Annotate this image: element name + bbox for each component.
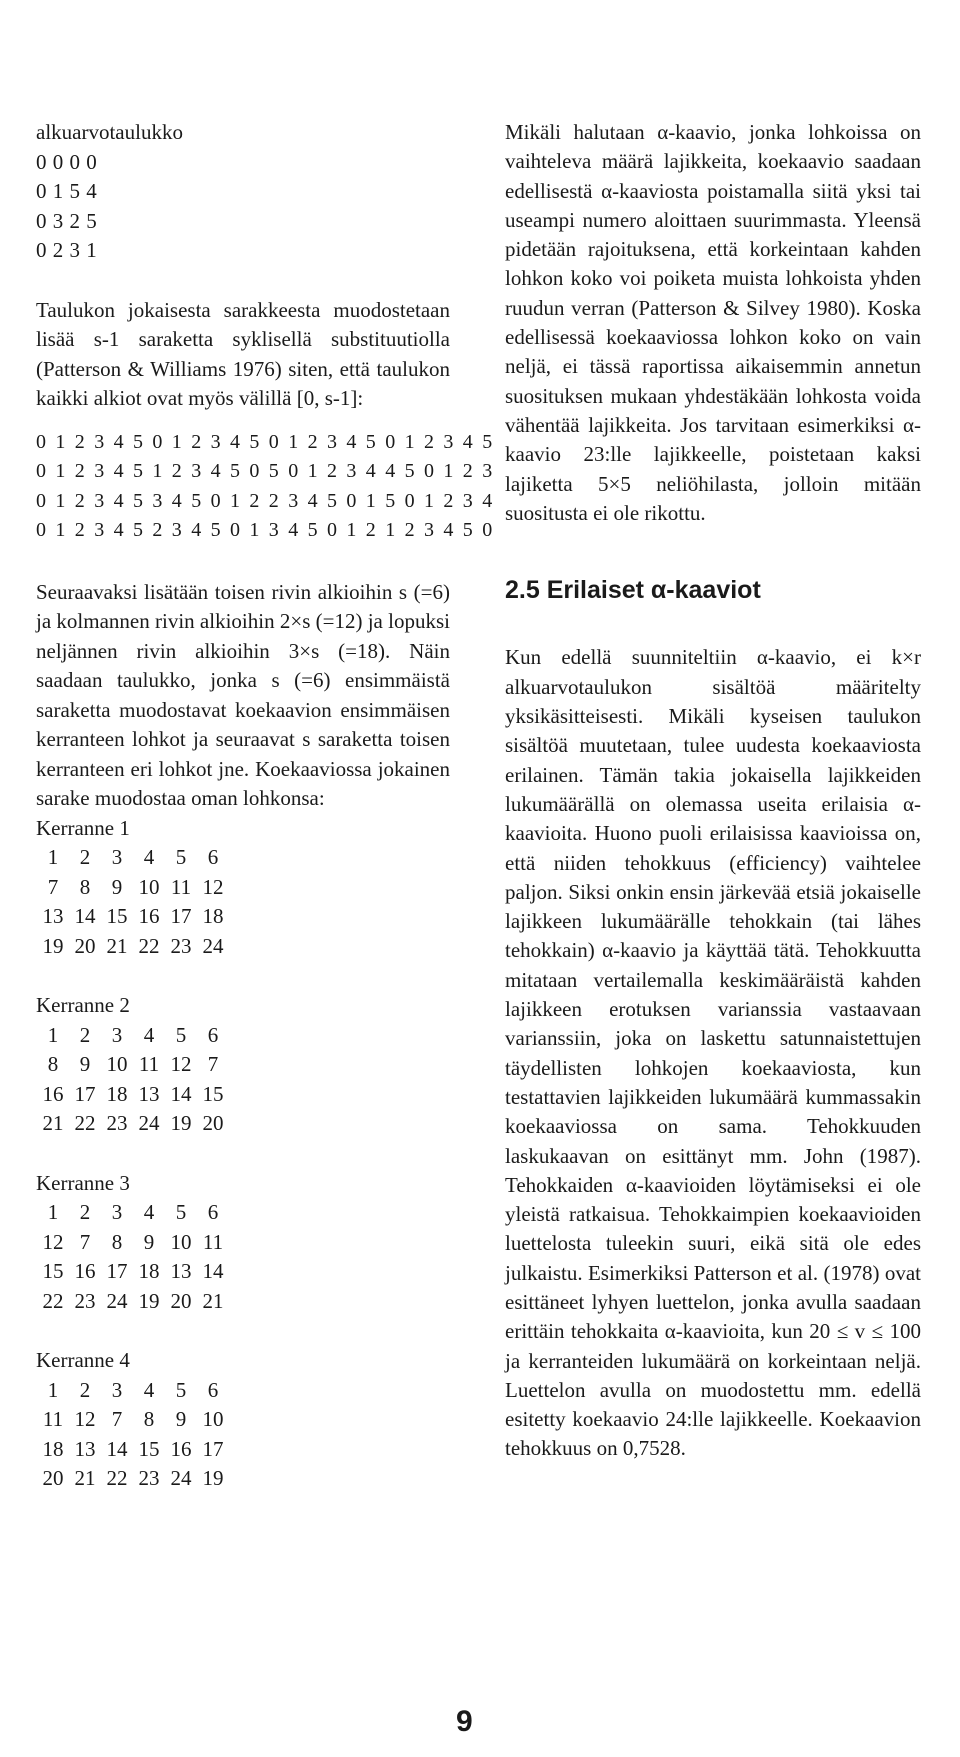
replicate-cell: 13: [138, 1081, 160, 1106]
replicate-cell: 4: [143, 1377, 155, 1402]
replicate-block: [36, 1346, 450, 1494]
cyclic-table-row: 0 1 2 3 4 5 0 1 2 3 4 5 0 1 2 3 4 5 0 1 2 3 4 5: [36, 430, 495, 453]
replicate-label: Kerranne 4: [36, 1348, 130, 1372]
replicate-cell: 13: [74, 1436, 96, 1461]
replicate-cell: 22: [106, 1466, 128, 1490]
replicate-cell: 4: [143, 845, 155, 869]
replicate-cell: 21: [42, 1111, 64, 1135]
replicate-row: [37, 1405, 229, 1435]
initial-table-row: 0 2 3 1: [36, 238, 98, 262]
replicate-cell: 20: [202, 1111, 224, 1135]
replicate-cell: 19: [138, 1288, 160, 1313]
replicate-row: [37, 1050, 229, 1080]
cyclic-table-row: 0 1 2 3 4 5 3 4 5 0 1 2 2 3 4 5 0 1 5 0 1 2 3 4: [36, 489, 495, 512]
replicate-row: [37, 902, 229, 932]
replicate-cell: 9: [143, 1229, 155, 1254]
replicate-row: [37, 1080, 229, 1110]
replicate-cell: 13: [170, 1259, 192, 1283]
replicate-cell: 15: [42, 1259, 64, 1283]
replicate-row: [37, 873, 229, 903]
replicate-row: [37, 1435, 229, 1465]
replicate-cell: 2: [79, 1377, 91, 1402]
replicate-cell: 14: [202, 1259, 224, 1283]
replicate-row: [37, 1257, 229, 1287]
replicate-cell: 19: [170, 1111, 192, 1135]
replicate-label: Kerranne 2: [36, 993, 130, 1017]
replicate-cell: 3: [111, 1200, 123, 1224]
replicate-table: [37, 843, 229, 961]
replicate-cell: 23: [74, 1288, 96, 1313]
replicate-cell: 9: [175, 1407, 187, 1431]
replicate-cell: 24: [138, 1111, 160, 1135]
replicate-row: [37, 1287, 229, 1317]
replicate-cell: 12: [74, 1407, 96, 1431]
replicate-cell: 1: [47, 845, 59, 869]
replicate-cell: 14: [170, 1081, 192, 1106]
replicate-cell: 8: [111, 1229, 123, 1254]
paragraph-construction: Seuraavaksi lisätään toisen rivin alkioihin s (=6) ja kolmannen rivin alkioihin 2×s (=12) ja lopuksi neljännen rivin alkioihin 3×s (=18). Näin saadaan taulukko, jonka s (=6) ensimmäistä saraketta muodostavat koekaavion ensimmäisen kerranteen lohkot ja seuraavat s saraketta toisen kerranteen eri lohkot jne. Koekaaviossa jokainen sarake muodostaa oman lohkonsa:: [36, 579, 450, 810]
replicate-cell: 11: [202, 1229, 224, 1254]
replicate-cell: 1: [47, 1022, 59, 1047]
replicate-cell: 10: [202, 1407, 224, 1431]
replicate-cell: 17: [202, 1436, 224, 1461]
replicate-cell: 11: [42, 1407, 64, 1431]
right-column: [505, 118, 921, 1464]
replicate-cell: 2: [79, 1022, 91, 1047]
replicate-cell: 1: [47, 1377, 59, 1402]
replicate-cell: 16: [170, 1436, 192, 1461]
replicate-cell: 19: [42, 933, 64, 958]
replicate-row: [37, 1228, 229, 1258]
replicate-cell: 6: [207, 1200, 219, 1224]
cyclic-table: [36, 428, 495, 546]
replicate-cell: 24: [106, 1288, 128, 1313]
replicate-cell: 3: [111, 1377, 123, 1402]
replicate-cell: 18: [106, 1081, 128, 1106]
replicate-row: [37, 843, 229, 873]
replicate-cell: 6: [207, 1022, 219, 1047]
replicate-cell: 23: [106, 1111, 128, 1135]
left-column: [36, 118, 495, 1494]
paragraph-variable-blocks: Mikäli halutaan α-kaavio, jonka lohkoissa on vaihteleva määrä lajikkeita, koekaavio saadaan edellisestä α-kaaviosta poistamalla siitä yksi tai useampi numero aloittaen suurimmasta. Yleensä pidetään rajoituksena, että korkeintaan kahden lohkon koko voi poiketa muista lohkoista yhden ruudun verran (Patterson & Silvey 1980). Koska edellisessä koekaaviossa lohkon koko on vain neljä, ei tässä raportissa aikaisemmin annetun suosituksen mukaan yhdestäkään lohkosta voida vähentää lajikkeita. Jos tarvitaan esimerkiksi α-kaavio 23:lle lajikkeelle, poistetaan kaksi lajiketta 5×5 neliöhilasta, jolloin mitään suositusta ei ole rikottu.: [505, 120, 921, 525]
replicate-label: Kerranne 3: [36, 1170, 130, 1195]
replicate-cell: 16: [42, 1081, 64, 1106]
replicate-cell: 3: [111, 1022, 123, 1047]
replicate-cell: 18: [42, 1436, 64, 1461]
replicate-block: [36, 991, 450, 1139]
initial-table-row: 0 3 2 5: [36, 208, 98, 233]
replicate-cell: 8: [143, 1407, 155, 1431]
paragraph-different-designs: Kun edellä suunniteltiin α-kaavio, ei k×r alkuarvotaulukon sisältöä määritelty yksikäsitteisesti. Mikäli kyseisen taulukon sisältöä muutetaan, tulee uudesta koekaaviosta erilainen. Tämän takia jokaisella lajikkeiden lukumäärällä on olemassa useita erilaisia α-kaavioita. Huono puoli erilaisissa kaavioissa on, että niiden tehokkuus (efficiency) vaihtelee paljon. Siksi onkin ensin järkevää etsiä jokaiselle lajikkeen lukumäärälle tehokkain (tai lähes tehokkain) α-kaavio ja käyttää tätä. Tehokkuutta mitataan vertailemalla keskimääräistä kahden lajikkeen erotuksen varianssia vastaavaan varianssiin, joka on laskettu satunnaistettujen täydellisten lohkojen koekaaviosta, kun testattavien lajikkeiden lukumäärä kummassakin koekaaviossa on sama. Tehokkuuden laskukaavan on esittänyt mm. John (1987). Tehokkaiden α-kaavioiden löytämiseksi ei ole yleistä ratkaisua. Tehokkaimpien koekaavioiden luettelosta tuleekin suuri, eikä sitä ole edes julkaistu. Esimerkiksi Patterson et al. (1978) ovat esittäneet lyhyen luettelon, jonka avulla saadaan erittäin tehokkaita α-kaavioita, kun 20 ≤ v ≤ 100 ja kerranteiden lukumäärä on korkeintaan neljä. Luettelon avulla on muodostettu mm. edellä esitetty koekaavio 24:lle lajikkeelle. Koekaavion tehokkuus on 0,7528.: [505, 645, 921, 1461]
initial-table: [36, 148, 450, 266]
replicate-cell: 15: [106, 904, 128, 928]
replicate-cell: 13: [42, 904, 64, 928]
replicate-cell: 12: [202, 874, 224, 899]
replicate-cell: 11: [170, 874, 192, 899]
replicate-cell: 2: [79, 845, 91, 869]
replicate-cell: 20: [170, 1288, 192, 1313]
replicate-cell: 18: [202, 904, 224, 928]
replicate-row: [37, 932, 229, 962]
replicate-cell: 5: [175, 845, 187, 869]
replicate-table: [37, 1021, 229, 1139]
replicate-cell: 7: [79, 1229, 91, 1254]
replicate-cell: 6: [207, 845, 219, 869]
replicate-cell: 12: [42, 1229, 64, 1254]
replicate-cell: 20: [74, 933, 96, 958]
replicate-cell: 5: [175, 1377, 187, 1402]
replicate-cell: 22: [138, 933, 160, 958]
replicate-cell: 6: [207, 1377, 219, 1402]
replicate-row: [37, 1021, 229, 1051]
replicate-cell: 11: [138, 1052, 160, 1076]
replicate-cell: 16: [74, 1259, 96, 1283]
replicate-table: [37, 1198, 229, 1316]
initial-table-label: alkuarvotaulukko: [36, 120, 183, 144]
replicate-row: [37, 1464, 229, 1494]
replicate-cell: 9: [79, 1052, 91, 1076]
replicate-cell: 2: [79, 1200, 91, 1224]
paragraph-substitution: Taulukon jokaisesta sarakkeesta muodostetaan lisää s-1 saraketta syklisellä substituutiolla (Patterson & Williams 1976) siten, että taulukon kaikki alkiot ovat myös välillä [0, s-1]:: [36, 297, 450, 410]
replicate-cell: 10: [106, 1052, 128, 1076]
replicate-cell: 16: [138, 904, 160, 928]
replicate-cell: 17: [170, 904, 192, 928]
replicate-cell: 10: [138, 874, 160, 899]
replicate-cell: 21: [106, 933, 128, 958]
replicate-cell: 18: [138, 1259, 160, 1283]
replicate-row: [37, 1109, 229, 1139]
replicate-cell: 21: [202, 1288, 224, 1313]
page-number: 9: [456, 1705, 473, 1738]
replicate-cell: 17: [74, 1081, 96, 1106]
replicate-cell: 7: [111, 1407, 123, 1431]
replicate-cell: 24: [202, 933, 224, 958]
replicate-cell: 5: [175, 1200, 187, 1224]
replicate-cell: 5: [175, 1022, 187, 1047]
replicate-table: [37, 1376, 229, 1494]
replicate-cell: 10: [170, 1229, 192, 1254]
replicate-cell: 15: [138, 1436, 160, 1461]
replicate-cell: 1: [47, 1200, 59, 1224]
replicate-block: [36, 814, 450, 962]
replicate-cell: 22: [74, 1111, 96, 1135]
replicate-cell: 7: [47, 874, 59, 899]
replicate-row: [37, 1376, 229, 1406]
replicate-block: [36, 1169, 450, 1317]
replicate-cell: 3: [111, 845, 123, 869]
replicate-cell: 23: [170, 933, 192, 958]
cyclic-table-row: 0 1 2 3 4 5 2 3 4 5 0 1 3 4 5 0 1 2 1 2 3 4 5 0: [36, 519, 495, 541]
replicate-cell: 21: [74, 1466, 96, 1490]
replicate-cell: 17: [106, 1259, 128, 1283]
replicate-cell: 20: [42, 1466, 64, 1490]
replicate-cell: 15: [202, 1081, 224, 1106]
replicate-cell: 23: [138, 1466, 160, 1490]
initial-table-row: 0 0 0 0: [36, 149, 98, 174]
replicate-cell: 14: [106, 1436, 128, 1461]
section-heading: 2.5 Erilaiset α-kaaviot: [505, 576, 761, 605]
replicate-label: Kerranne 1: [36, 815, 130, 840]
replicate-cell: 8: [47, 1052, 59, 1076]
replicate-cell: 24: [170, 1466, 192, 1490]
replicate-cell: 14: [74, 904, 96, 928]
replicate-cell: 4: [143, 1022, 155, 1047]
replicate-cell: 7: [207, 1052, 219, 1076]
replicate-cell: 8: [79, 874, 91, 899]
replicate-cell: 19: [202, 1466, 224, 1490]
replicate-cell: 22: [42, 1288, 64, 1313]
replicate-cell: 4: [143, 1200, 155, 1224]
cyclic-table-row: 0 1 2 3 4 5 1 2 3 4 5 0 5 0 1 2 3 4 4 5 0 1 2 3: [36, 460, 495, 482]
replicate-cell: 12: [170, 1052, 192, 1076]
replicate-cell: 9: [111, 874, 123, 899]
initial-table-row: 0 1 5 4: [36, 179, 98, 203]
replicate-blocks: [36, 814, 450, 1494]
replicate-row: [37, 1198, 229, 1228]
